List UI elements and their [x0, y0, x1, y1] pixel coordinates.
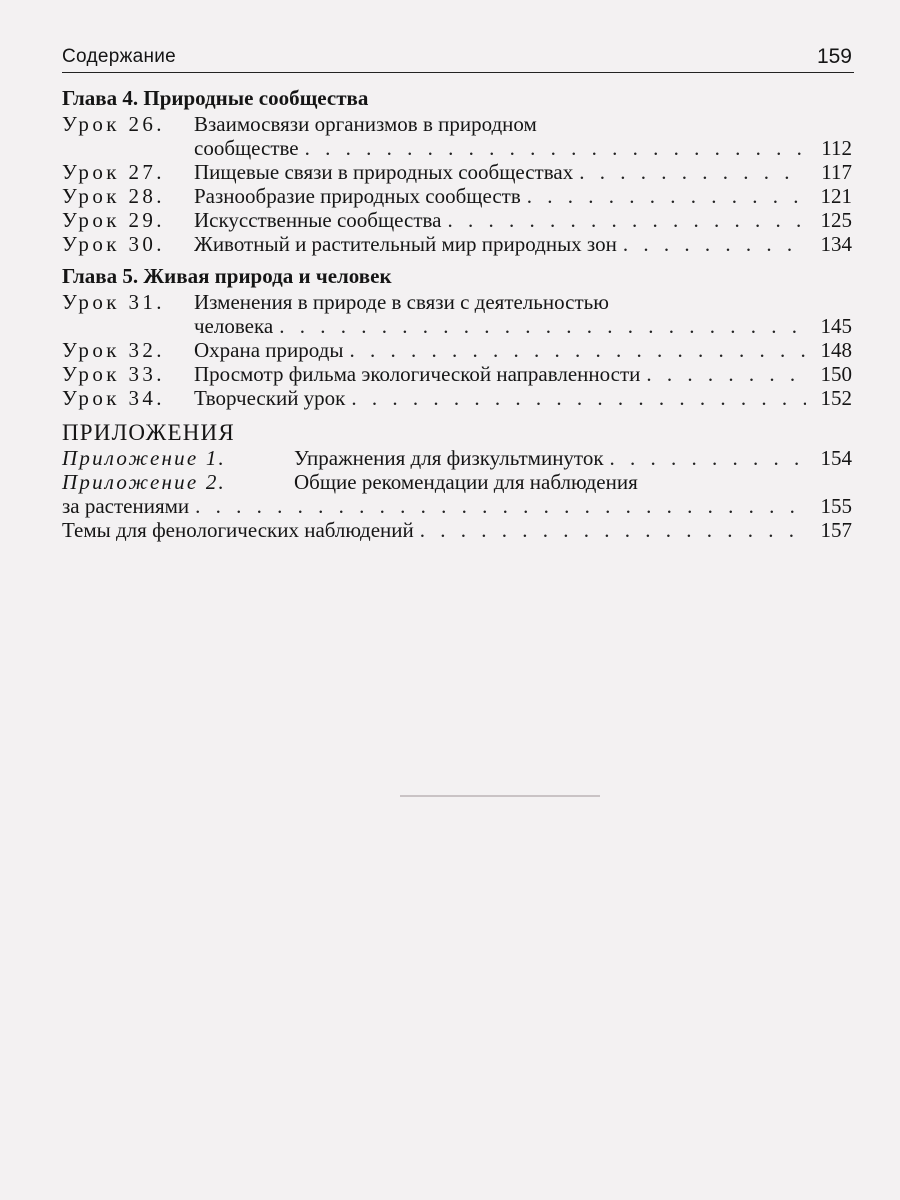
appendix-title-line2: за растениями [62, 494, 190, 518]
lesson-label: Урок 32. [62, 338, 165, 362]
lesson-label: Урок 27. [62, 160, 165, 184]
lesson-label: Урок 33. [62, 362, 165, 386]
bleed-through-rule [400, 795, 600, 797]
lesson-page: 125 [820, 208, 852, 232]
lesson-label: Урок 29. [62, 208, 165, 232]
chapter-4-title: Глава 4. Природные сообщества [62, 86, 369, 110]
chapter-5-title: Глава 5. Живая природа и человек [62, 264, 392, 288]
appendix-title: Упражнения для физкультминуток [294, 446, 604, 470]
lesson-title: Пищевые связи в природных сообществах [194, 160, 574, 184]
leader-dots [349, 338, 806, 362]
table-of-contents [62, 86, 852, 542]
lesson-title-line2: человека [194, 314, 274, 338]
lesson-page: 148 [820, 338, 852, 362]
lesson-page: 150 [820, 362, 852, 386]
leader-dots [195, 494, 806, 518]
appendix-title-line1: Общие рекомендации для наблюдения [294, 470, 638, 494]
lesson-title-line1: Изменения в природе в связи с деятельностью [194, 290, 609, 314]
toc-entry-lesson-29[interactable] [62, 208, 852, 232]
entry-title: Темы для фенологических наблюдений [62, 518, 414, 542]
header-title: Содержание [62, 46, 177, 67]
lesson-page: 112 [821, 136, 852, 160]
lesson-title: Искусственные сообщества [194, 208, 442, 232]
lesson-label: Урок 30. [62, 232, 165, 256]
lesson-label: Урок 34. [62, 386, 165, 410]
appendix-label: Приложение 1. [62, 446, 226, 470]
lesson-page: 152 [820, 386, 852, 410]
lesson-title: Животный и растительный мир природных зон [194, 232, 617, 256]
appendices-title: ПРИЛОЖЕНИЯ [62, 420, 235, 445]
toc-entry-lesson-26[interactable] [62, 112, 852, 160]
lesson-title: Творческий урок [194, 386, 346, 410]
toc-entry-lesson-34[interactable] [62, 386, 852, 410]
lesson-page: 121 [820, 184, 852, 208]
appendix-page: 154 [820, 446, 852, 470]
leader-dots [623, 232, 806, 256]
lesson-page: 134 [820, 232, 852, 256]
running-header [62, 42, 854, 73]
leader-dots [610, 446, 806, 470]
leader-dots [420, 518, 806, 542]
appendix-label: Приложение 2. [62, 470, 226, 494]
lesson-title-line1: Взаимосвязи организмов в природном [194, 112, 537, 136]
toc-entry-appendix-1[interactable] [62, 446, 852, 470]
entry-page: 157 [820, 518, 852, 542]
leader-dots [527, 184, 806, 208]
leader-dots [447, 208, 806, 232]
appendix-page: 155 [820, 494, 852, 518]
toc-entry-phenology-topics[interactable] [62, 518, 852, 542]
leader-dots [351, 386, 806, 410]
lesson-page: 117 [821, 160, 852, 184]
lesson-title: Охрана природы [194, 338, 344, 362]
leader-dots [305, 136, 806, 160]
leader-dots [579, 160, 806, 184]
toc-entry-lesson-28[interactable] [62, 184, 852, 208]
toc-entry-appendix-2[interactable] [62, 470, 852, 518]
lesson-label: Урок 26. [62, 112, 165, 136]
lesson-title: Просмотр фильма экологической направленности [194, 362, 641, 386]
toc-entry-lesson-33[interactable] [62, 362, 852, 386]
lesson-title-line2: сообществе [194, 136, 299, 160]
lesson-title: Разнообразие природных сообществ [194, 184, 521, 208]
leader-dots [646, 362, 806, 386]
toc-entry-lesson-31[interactable] [62, 290, 852, 338]
toc-entry-lesson-27[interactable] [62, 160, 852, 184]
toc-entry-lesson-30[interactable] [62, 232, 852, 256]
leader-dots [279, 314, 806, 338]
lesson-page: 145 [820, 314, 852, 338]
page-number: 159 [816, 45, 852, 68]
lesson-label: Урок 31. [62, 290, 165, 314]
toc-entry-lesson-32[interactable] [62, 338, 852, 362]
lesson-label: Урок 28. [62, 184, 165, 208]
